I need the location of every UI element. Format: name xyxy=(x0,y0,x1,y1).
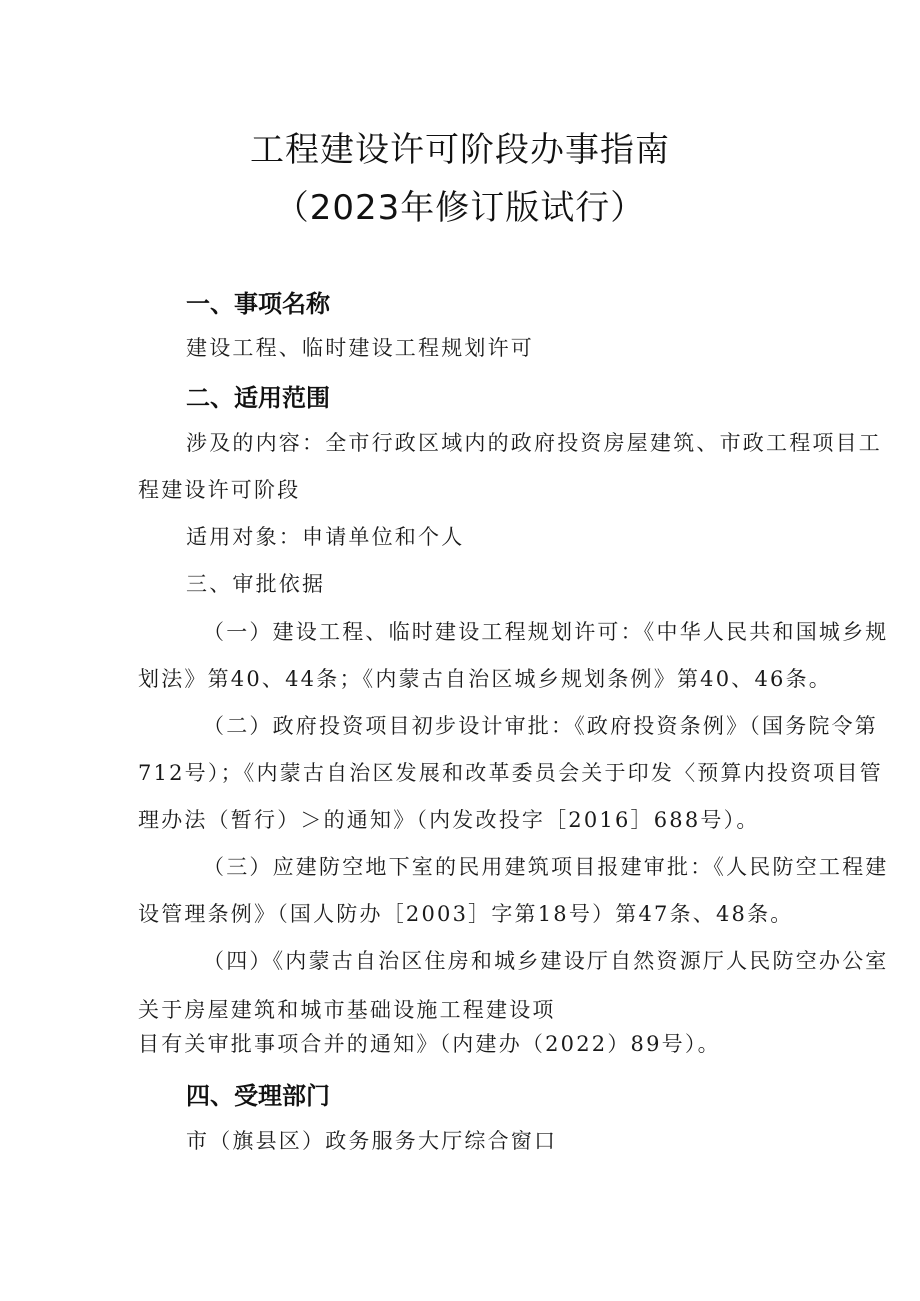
section-heading-basis: 三、审批依据 xyxy=(186,572,326,596)
basis-item-4-line-1: （四）《内蒙古自治区住房和城乡建设厅自然资源厅人民防空办公室 xyxy=(203,949,889,973)
scope-content-line-2: 程建设许可阶段 xyxy=(138,478,301,502)
scope-target-text: 适用对象：申请单位和个人 xyxy=(186,525,465,549)
item-name-text: 建设工程、临时建设工程规划许可 xyxy=(186,336,534,360)
document-subtitle: （2023年修订版试行） xyxy=(274,188,646,228)
basis-item-1-line-2: 划法》第40、44条；《内蒙古自治区城乡规划条例》第40、46条。 xyxy=(138,667,832,691)
section-heading-scope: 二、适用范围 xyxy=(186,384,330,412)
section-heading-item-name: 一、事项名称 xyxy=(186,290,330,318)
section-heading-department: 四、受理部门 xyxy=(186,1082,330,1110)
basis-item-2-line-2: 712号）；《内蒙古自治区发展和改革委员会关于印发〈预算内投资项目管 xyxy=(138,761,883,785)
basis-item-4-line-2: 关于房屋建筑和城市基础设施工程建设项 xyxy=(138,998,556,1022)
basis-item-4-line-3: 目有关审批事项合并的通知》（内建办（2022）89号）。 xyxy=(138,1032,721,1056)
document-title: 工程建设许可阶段办事指南 xyxy=(250,130,670,170)
basis-item-3-line-2: 设管理条例》（国人防办［2003］字第18号）第47条、48条。 xyxy=(138,902,794,926)
basis-item-2-line-1: （二）政府投资项目初步设计审批：《政府投资条例》（国务院令第 xyxy=(203,714,878,738)
scope-content-line-1: 涉及的内容：全市行政区域内的政府投资房屋建筑、市政工程项目工 xyxy=(186,431,882,455)
basis-item-2-line-3: 理办法（暂行）＞的通知》（内发改投字［2016］688号）。 xyxy=(138,808,760,832)
department-text: 市（旗县区）政务服务大厅综合窗口 xyxy=(186,1129,558,1153)
basis-item-3-line-1: （三）应建防空地下室的民用建筑项目报建审批：《人民防空工程建 xyxy=(203,855,889,879)
basis-item-1-line-1: （一）建设工程、临时建设工程规划许可：《中华人民共和国城乡规 xyxy=(203,620,889,644)
